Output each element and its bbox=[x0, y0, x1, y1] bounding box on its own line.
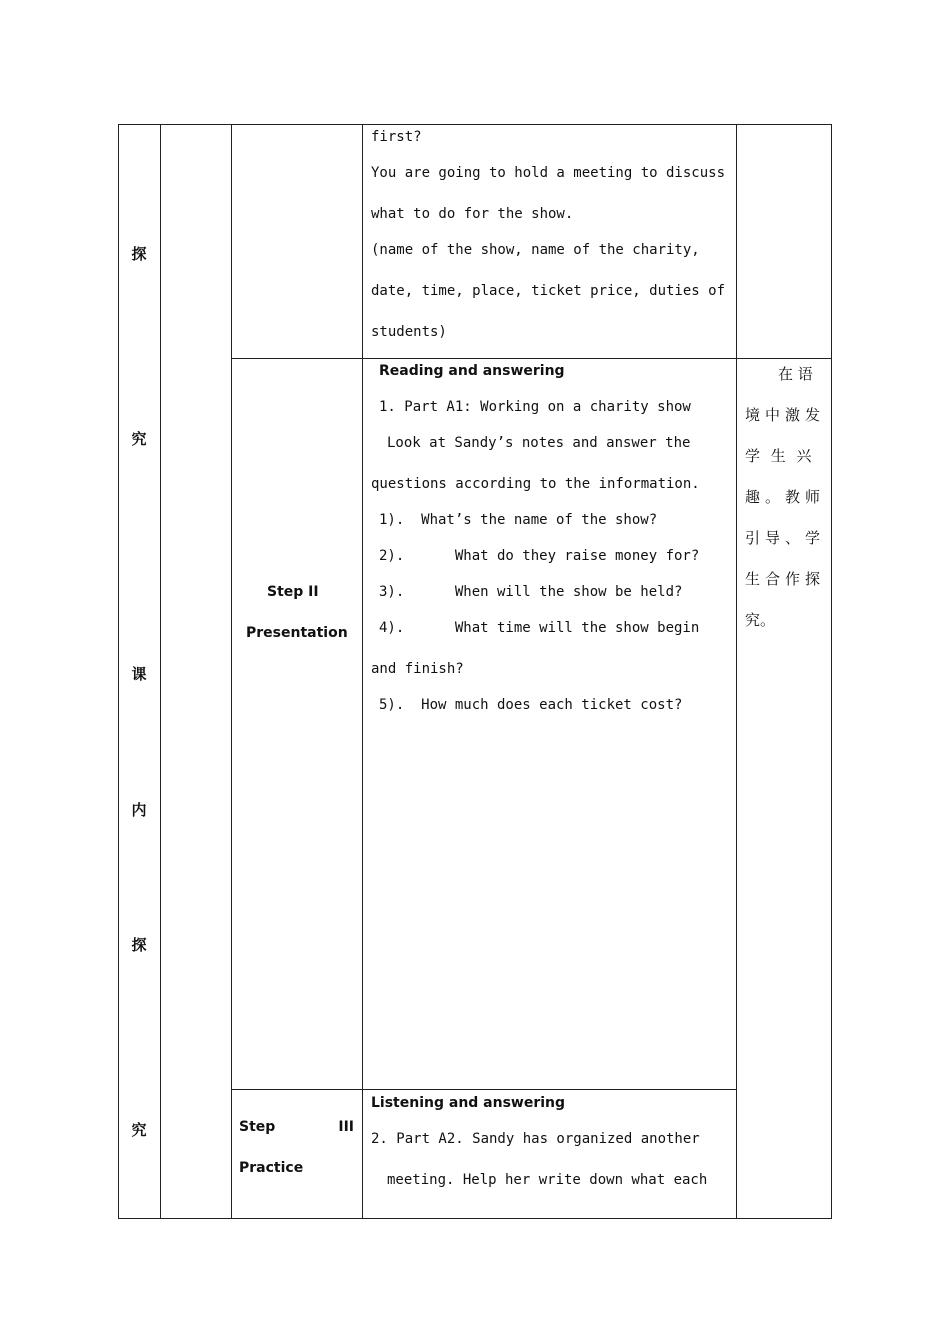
row1-line: first? bbox=[371, 129, 422, 145]
table-border-col1 bbox=[160, 124, 161, 1219]
step-label: Step II bbox=[267, 584, 319, 600]
teaching-note-line: 学 生 兴 bbox=[745, 447, 815, 465]
instruction-text: questions according to the information. bbox=[371, 476, 700, 492]
row1-line: date, time, place, ticket price, duties of bbox=[371, 283, 726, 299]
section-heading: Listening and answering bbox=[371, 1095, 566, 1111]
question-item: 1). What’s the name of the show? bbox=[379, 512, 658, 528]
row-divider-2 bbox=[231, 1089, 737, 1090]
question-item: 3). When will the show be held? bbox=[379, 584, 683, 600]
row1-line: what to do for the show. bbox=[371, 206, 574, 222]
teaching-note-line: 究。 bbox=[745, 611, 776, 629]
side-label-char: 内 bbox=[131, 801, 147, 819]
teaching-note-line: 引导、学 bbox=[745, 529, 826, 547]
row1-line: students) bbox=[371, 324, 447, 340]
instruction-text: Look at Sandy’s notes and answer the bbox=[387, 435, 691, 451]
row1-line bbox=[371, 165, 727, 181]
table-border-col4 bbox=[736, 124, 737, 1219]
table-border-top bbox=[118, 124, 832, 125]
question-item: 5). How much does each ticket cost? bbox=[379, 697, 683, 713]
row-divider-1 bbox=[231, 358, 832, 359]
step-label: Presentation bbox=[246, 625, 348, 641]
side-label-char: 课 bbox=[131, 665, 147, 683]
practice-line: meeting. Help her write down what each bbox=[387, 1172, 708, 1188]
step-number: III bbox=[338, 1119, 354, 1135]
teaching-note-line: 生合作探 bbox=[745, 570, 826, 588]
step-word: Step bbox=[239, 1119, 276, 1135]
table-border-right bbox=[831, 124, 832, 1219]
question-item: 2). What do they raise money for? bbox=[379, 548, 700, 564]
table-border-bottom bbox=[118, 1218, 832, 1219]
question-item: 4). What time will the show begin bbox=[379, 620, 700, 636]
teaching-note-line: 在 语 bbox=[778, 365, 813, 383]
table-border-col2 bbox=[231, 124, 232, 1219]
table-border-col3 bbox=[362, 124, 363, 1219]
step-label: Practice bbox=[239, 1160, 304, 1176]
part-title: 1. Part A1: Working on a charity show bbox=[379, 399, 691, 415]
row1-line: (name of the show, name of the charity, bbox=[371, 242, 700, 258]
step-label bbox=[239, 1119, 354, 1135]
row1-justified-text: You are going to hold a meeting to discuss bbox=[371, 165, 726, 181]
teaching-note-line: 趣。教师 bbox=[745, 488, 826, 506]
side-label-char: 探 bbox=[131, 245, 147, 263]
section-heading: Reading and answering bbox=[379, 363, 565, 379]
side-label-char: 究 bbox=[131, 1121, 147, 1139]
question-item: and finish? bbox=[371, 661, 464, 677]
side-label-char: 探 bbox=[131, 936, 147, 954]
teaching-note-line: 境中激发 bbox=[745, 406, 826, 424]
side-label-char: 究 bbox=[131, 430, 147, 448]
practice-line: 2. Part A2. Sandy has organized another bbox=[371, 1131, 700, 1147]
